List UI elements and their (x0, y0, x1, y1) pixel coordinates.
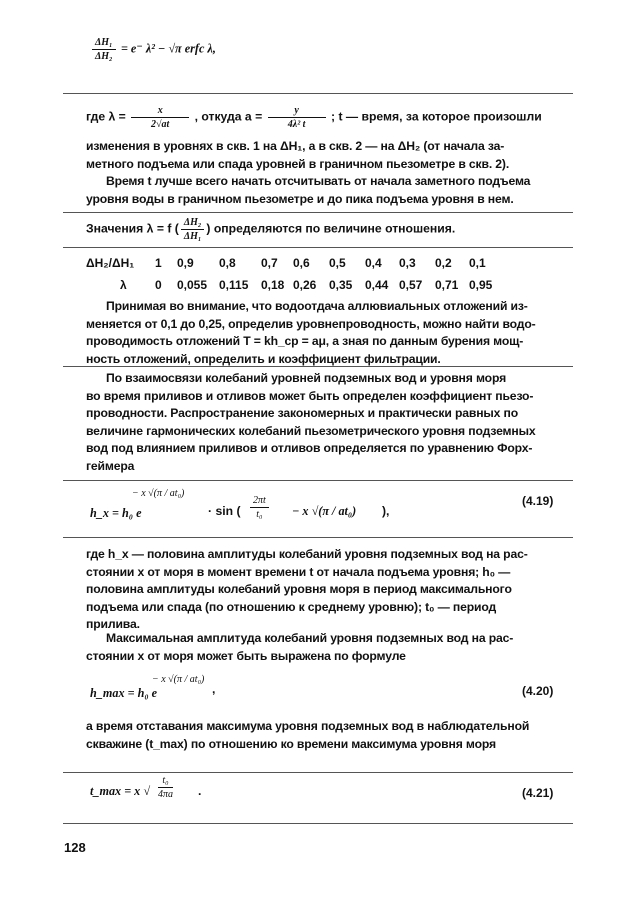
table-cell: 0,44 (365, 278, 389, 292)
table-cell: 0,26 (293, 278, 317, 292)
text-line: стоянии x от моря может быть выражена по формуле (86, 648, 406, 663)
rule (63, 480, 573, 481)
table-cell: 0,57 (399, 278, 423, 292)
text-line: где h_x — половина амплитуды колебаний уровня подземных вод на рас- (86, 547, 528, 561)
equation-number: (4.21) (522, 786, 554, 800)
equation-erfc (90, 36, 216, 63)
rule (63, 537, 573, 538)
eq1-rhs: = e⁻ λ² − √π erfc λ, (120, 41, 216, 56)
table-cell: 0,5 (329, 256, 346, 270)
text-line: проводимость отложений T = kh_ср = aμ, а зная по данным бурения мощ- (86, 334, 524, 348)
text-line: метного подъема или спада уровней в граничном пьезометре в скв. 2). (86, 156, 510, 171)
rule (63, 212, 573, 213)
eq1-num: ΔH₁ (92, 36, 116, 50)
eq419-end: ), (382, 504, 390, 518)
rule (63, 93, 573, 94)
eq420-exponent: − x √(π / at₀) (152, 674, 205, 685)
eq419-frac-den: t₀ (256, 509, 263, 520)
text-line: а время отставания максимума уровня подземных вод в наблюдательной (86, 719, 530, 733)
text-line: во время приливов и отливов может быть определен коэффициент пьезо- (86, 388, 534, 403)
text-line: проводности. Распространение закономерных и практически равных по (86, 406, 519, 420)
equation-4-21 (90, 772, 390, 812)
text-line: стоянии x от моря в момент времени t от начала подъема уровня; h₀ — (86, 564, 511, 579)
lambda-mid: , откуда a = (194, 109, 263, 124)
eq421-frac-den: 4πa (158, 789, 174, 800)
eq419-exponent: − x √(π / at₀) (132, 488, 185, 499)
table-cell: 0,4 (365, 256, 382, 270)
equation-number: (4.20) (522, 684, 554, 698)
eq420-end: , (212, 682, 216, 696)
text-line: изменения в уровнях в скв. 1 на ΔH₁, а в скв. 2 — на ΔH₂ (от начала за- (86, 139, 505, 153)
lambda-frac2-den: 4λ² t (287, 119, 306, 130)
table-cell: 0 (155, 278, 162, 292)
table-cell: 0,8 (219, 256, 236, 270)
lambda-frac1-den: 2√at (151, 119, 170, 130)
paragraph-5 (86, 630, 572, 665)
lambda-definition (86, 104, 542, 131)
values-num: ΔH₂ (181, 216, 205, 230)
text-line: половина амплитуды колебаний уровня моря в период максимального (86, 582, 512, 596)
eq419-mid: · sin ( (208, 504, 241, 518)
text-line: подъема или спада (по отношению к среднему уровню); t₀ — период (86, 599, 497, 614)
lambda-table (86, 256, 572, 296)
eq421-lhs: t_max = x √ (90, 784, 151, 798)
eq419-frac-num: 2πt (250, 494, 269, 508)
values-line (86, 216, 455, 243)
text-line: скважине (t_max) по отношению ко времени максимума уровня моря (86, 736, 497, 751)
equation-4-19 (90, 486, 570, 536)
table-cell: 0,18 (261, 278, 285, 292)
table-cell: 0,95 (469, 278, 493, 292)
table-cell: 1 (155, 256, 162, 270)
text-line: Время t лучше всего начать отсчитывать от начала заметного подъема (106, 174, 531, 188)
paragraph-6 (86, 718, 572, 753)
table-cell: 0,1 (469, 256, 486, 270)
text-line: Принимая во внимание, что водоотдача аллювиальных отложений из- (106, 299, 528, 313)
table-cell: 0,2 (435, 256, 452, 270)
table-cell: 0,055 (177, 278, 208, 292)
text-line: По взаимосвязи колебаний уровней подземных вод и уровня моря (106, 371, 507, 385)
eq420-lhs: h_max = h₀ e (90, 686, 158, 700)
text-line: ность отложений, определить и коэффициент фильтрации. (86, 351, 441, 366)
page-number: 128 (64, 840, 86, 855)
paragraph-3 (86, 370, 572, 475)
table-cell: ΔH₂/ΔH₁ (86, 256, 135, 270)
table-cell: 0,115 (219, 278, 249, 292)
lambda-tail: ; t — время, за которое произошли (331, 109, 542, 124)
eq1-den: ΔH₂ (95, 51, 113, 62)
table-cell: 0,35 (329, 278, 353, 292)
lambda-frac1-num: x (131, 104, 189, 118)
rule (63, 247, 573, 248)
equation-number: (4.19) (522, 494, 554, 508)
text-line: Максимальная амплитуда колебаний уровня подземных вод на рас- (106, 631, 514, 645)
table-cell: 0,71 (435, 278, 459, 292)
rule (63, 366, 573, 367)
values-pre: Значения λ = f ( (86, 221, 179, 236)
eq421-end: . (198, 784, 202, 798)
table-cell: 0,6 (293, 256, 310, 270)
text-line: меняется от 0,1 до 0,25, определив уровнепроводность, можно найти водо- (86, 316, 536, 331)
text-line: вод под влиянием приливов и отливов определяется по уравнению Форх- (86, 441, 533, 455)
lambda-where: где λ = (86, 109, 126, 124)
equation-4-20 (90, 670, 390, 706)
paragraph-4 (86, 546, 572, 634)
eq419-lhs: h_x = h₀ e (90, 506, 142, 520)
text-line: уровня воды в граничном пьезометре и до пика подъема уровня в нем. (86, 191, 514, 206)
text-line: величине гармонических колебаний пьезометрического уровня подземных (86, 423, 536, 438)
text-line: геймера (86, 458, 135, 473)
paragraph-1 (86, 138, 572, 208)
table-cell: 0,3 (399, 256, 416, 270)
values-den: ΔH₁ (183, 231, 202, 242)
text-line: прилива. (86, 617, 140, 631)
lambda-frac2-num: y (268, 104, 326, 118)
table-cell: 0,9 (177, 256, 194, 270)
values-post: ) определяются по величине отношения. (206, 221, 456, 236)
paragraph-2 (86, 298, 572, 368)
table-cell: λ (120, 278, 127, 292)
rule (63, 823, 573, 824)
eq419-minus: − x √(π / at₀) (292, 504, 357, 518)
table-cell: 0,7 (261, 256, 278, 270)
eq421-frac-num: t₀ (158, 774, 173, 788)
